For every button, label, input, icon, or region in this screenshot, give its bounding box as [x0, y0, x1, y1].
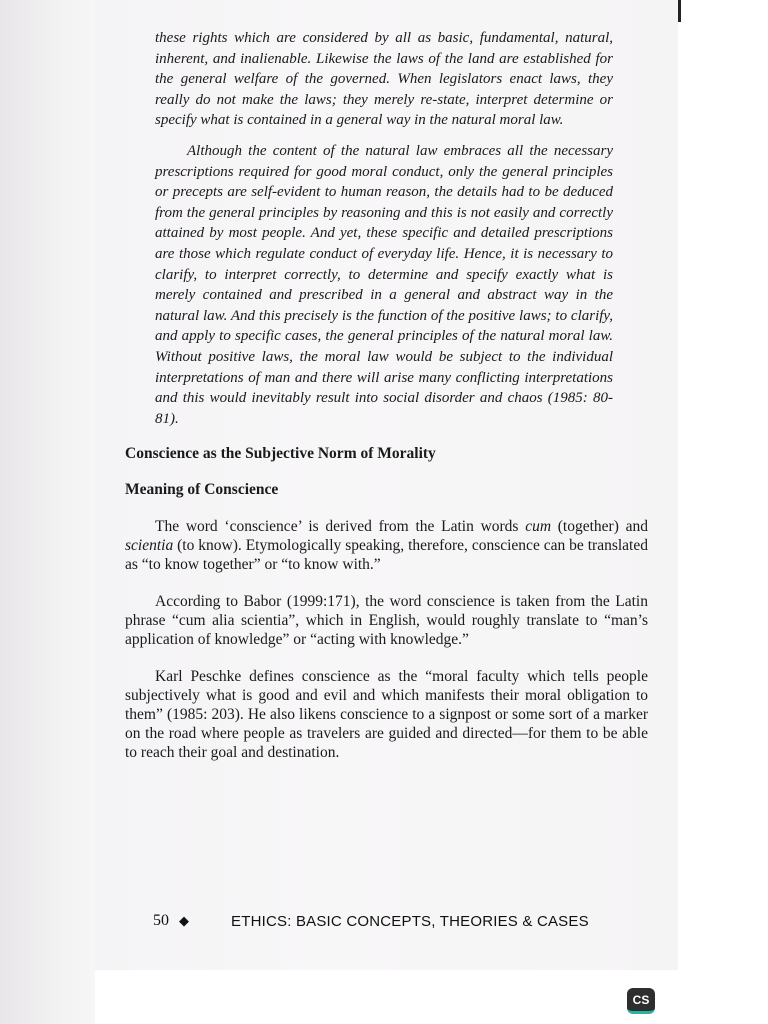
- book-page: [95, 0, 678, 970]
- body-paragraph: Karl Peschke defines conscience as the “moral faculty which tells people subjectively what is good and evil and which manifests their moral obligation to them” (1985: 203). He also likens conscience to a signpost or some sort of a marker on the road where people as travelers are guided and directed—for them to be able to reach their goal and destination.: [125, 668, 648, 762]
- latin-term: scientia: [125, 537, 174, 555]
- body-paragraph: According to Babor (1999:171), the word conscience is taken from the Latin phrase “cum alia scientia”, which in English, would roughly translate to “man’s application of knowledge” or “acting with knowledge.”: [125, 593, 648, 649]
- body-text: (together) and: [551, 518, 648, 536]
- running-title: ETHICS: BASIC CONCEPTS, THEORIES & CASES: [231, 912, 589, 930]
- body-paragraph: [125, 517, 648, 574]
- section-heading: Conscience as the Subjective Norm of Morality: [125, 445, 436, 463]
- body-text: The word ‘conscience’ is derived from the Latin words: [155, 518, 526, 536]
- quote-paragraph: these rights which are considered by all as basic, fundamental, natural, inherent, and inalienable. Likewise the laws of the land are established for the general welfare of the governed. When legislators enact laws, they really do not make the laws; they merely re-state, interpret determine or specify what is contained in a general way in the natural moral law.: [155, 30, 613, 129]
- page-shadow-margin: [0, 0, 95, 1024]
- page-number: 50: [153, 912, 169, 929]
- latin-term: cum: [525, 518, 552, 536]
- quote-paragraph: Although the content of the natural law embraces all the necessary prescriptions required for good moral conduct, only the general principles or precepts are self-evident to human reason, the details had to be deduced from the general principles by reasoning and this is not easily and correctly attained by most people. And yet, these specific and detailed prescriptions are those which regulate conduct of everyday life. Hence, it is necessary to clarify, to interpret correctly, to determine and specify exactly what is merely contained and prescribed in a general and abstract way in the natural law. And this precisely is the function of the positive laws; to clarify, and apply to specific cases, the general principles of the natural moral law. Without positive laws, the moral law would be subject to the individual interpretations of man and there will arise many conflicting interpretations and this would inevitably result into social disorder and chaos (1985: 80-81).: [155, 142, 613, 427]
- page-content: [125, 28, 648, 762]
- diamond-icon: ◆: [179, 913, 189, 928]
- page-footer: [153, 912, 653, 930]
- camscanner-logo-icon: CS: [627, 988, 655, 1014]
- body-text: (to know). Etymologically speaking, therefore, conscience can be translated as “to know together” or “to know with.”: [125, 537, 648, 574]
- subsection-heading: Meaning of Conscience: [125, 481, 279, 499]
